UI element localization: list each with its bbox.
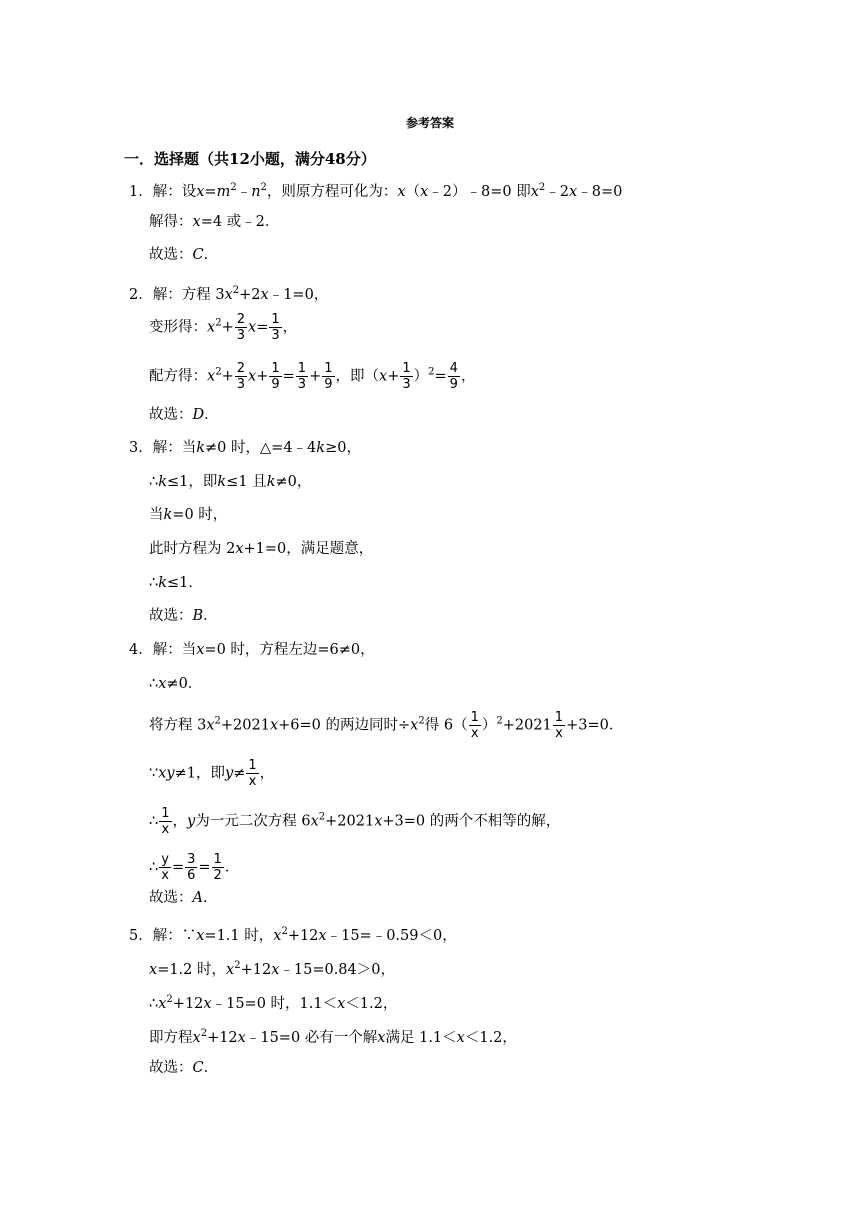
q4-line2: ∴x≠0． bbox=[149, 676, 203, 692]
fraction: $\frac{1}{9}$ bbox=[324, 361, 333, 392]
fraction: $\frac{1}{3}$ bbox=[271, 312, 280, 343]
page-title: 参考答案 bbox=[405, 116, 454, 130]
fraction: $\frac{2}{3}$ bbox=[236, 312, 245, 343]
q3-line3: 当k=0 时， bbox=[149, 507, 228, 523]
fraction: $\frac{1}{2}$ bbox=[213, 852, 222, 883]
q4-line3: 将方程 $3x^2+2021x+6=0$ 的两边同时$\div x^2$得 6（ $\frac{1}{x}$ ）$^2$+2021 $\frac{1}{x}$ +3=0． bbox=[149, 710, 624, 741]
q1-line2: 解得：x=4 或﹣2． bbox=[149, 214, 280, 230]
fraction: $\frac{1}{3}$ bbox=[297, 361, 307, 392]
fraction: $\frac{4}{9}$ bbox=[449, 361, 458, 392]
fraction: $\frac{2}{3}$ bbox=[236, 361, 245, 392]
q4-line5: ∴ $\frac{1}{x}$ ，y为一元二次方程 $6x^2+2021x+3=0$ 的两个不相等的解， bbox=[149, 806, 561, 837]
q5-line1: 5．解：∵x=1.1 时，$x^2+12x﹣15=﹣0.59<0$， bbox=[129, 926, 457, 944]
q1-answer: 故选：C． bbox=[149, 247, 219, 263]
q4-line6: ∴ $\frac{y}{x}$ = $\frac{3}{6}$ = $\frac{1}{2}$ ． bbox=[149, 852, 240, 883]
q5-answer: 故选：C． bbox=[149, 1060, 219, 1076]
fraction: $\frac{1}{x}$ bbox=[248, 758, 257, 789]
q4-answer: 故选：A． bbox=[149, 890, 218, 906]
fraction: $\frac{1}{x}$ bbox=[554, 710, 564, 741]
fraction: $\frac{1}{3}$ bbox=[402, 361, 411, 392]
q3-line2: ∴k≤1，即k≤1 且k≠0， bbox=[149, 474, 312, 490]
fraction: $\frac{1}{9}$ bbox=[271, 361, 280, 392]
q5-line2: x=1.2 时，$x^2+12x﹣15=0.84>0$， bbox=[149, 960, 395, 978]
q2-answer: 故选：D． bbox=[149, 407, 219, 423]
section-heading: 一．选择题（共12小题，满分48分） bbox=[124, 150, 376, 168]
q5-line3: $\therefore x^2+12x﹣15=0$ 时，1.1＜x＜1.2， bbox=[149, 994, 398, 1012]
q3-line4: 此时方程为 2x+1=0，满足题意， bbox=[149, 541, 374, 557]
fraction: $\frac{1}{x}$ bbox=[161, 806, 170, 837]
q3-answer: 故选：B． bbox=[149, 608, 218, 624]
q3-line1: 3．解：当k≠0 时，△=4﹣4k≥0， bbox=[129, 440, 361, 456]
q2-line3: 配方得：$x^2+$ $\frac{2}{3}$ x+ $\frac{1}{9}$ = $\frac{1}{3}$ + $\frac{1}{9}$ ，即（x+ $\frac{1}{3}$ ）$^2$= $\frac{4}{9}$ ， bbox=[149, 361, 476, 392]
q3-line5: ∴k≤1． bbox=[149, 575, 203, 591]
q2-line2: 变形得：$x^2+$ $\frac{2}{3}$ x= $\frac{1}{3}$ ， bbox=[149, 312, 298, 343]
q4-line4: ∵xy≠1，即y≠ $\frac{1}{x}$ ， bbox=[149, 758, 275, 789]
fraction: $\frac{1}{x}$ bbox=[470, 710, 479, 741]
q1-line1: 1．解：设$x=m^2﹣n^2$，则原方程可化为：x（x﹣2）﹣8=0 即$x^2﹣2x﹣8=0$ bbox=[129, 182, 623, 200]
fraction: $\frac{y}{x}$ bbox=[161, 852, 169, 883]
q5-line4: 即方程$x^2+12x﹣15=0$ 必有一个解x满足 1.1＜x＜1.2， bbox=[149, 1028, 517, 1046]
fraction: $\frac{3}{6}$ bbox=[187, 852, 196, 883]
q4-line1: 4．解：当x=0 时，方程左边=6≠0， bbox=[129, 642, 375, 658]
q2-line1: 2．解：方程 $3x^2+2x﹣1=0$， bbox=[129, 285, 329, 303]
